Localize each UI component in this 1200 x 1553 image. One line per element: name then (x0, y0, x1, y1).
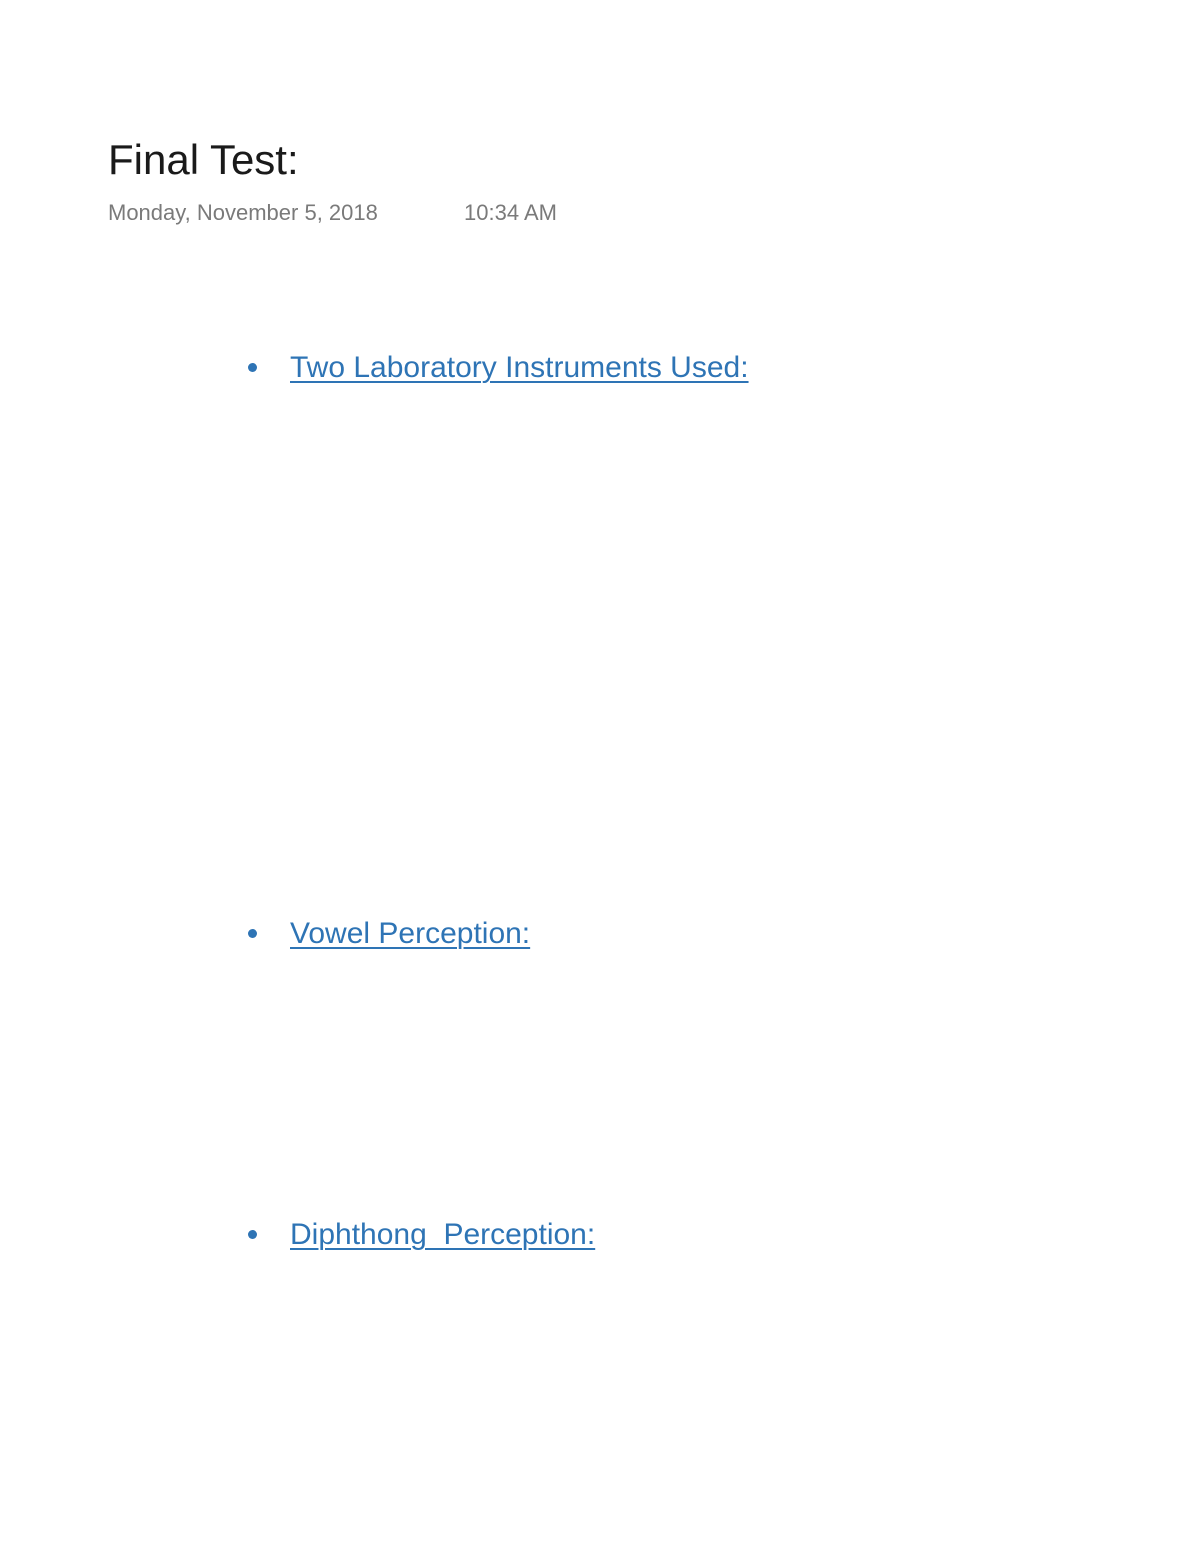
instruments-heading: Two Laboratory Instruments Used: (290, 351, 749, 384)
bullet-icon (248, 929, 257, 938)
page-date: Monday, November 5, 2018 (108, 200, 378, 225)
page-title: Final Test: (108, 136, 299, 183)
bullet-icon (248, 363, 257, 372)
bullet-icon (248, 1230, 257, 1239)
instruments-heading-row (0, 350, 1200, 388)
diphthong-heading: Diphthong Perception: (290, 1218, 596, 1251)
diphthong-heading-row (0, 1217, 1200, 1255)
vowel-heading: Vowel Perception: (290, 917, 531, 950)
vowel-heading-row (0, 916, 1200, 954)
page-time: 10:34 AM (464, 200, 557, 225)
